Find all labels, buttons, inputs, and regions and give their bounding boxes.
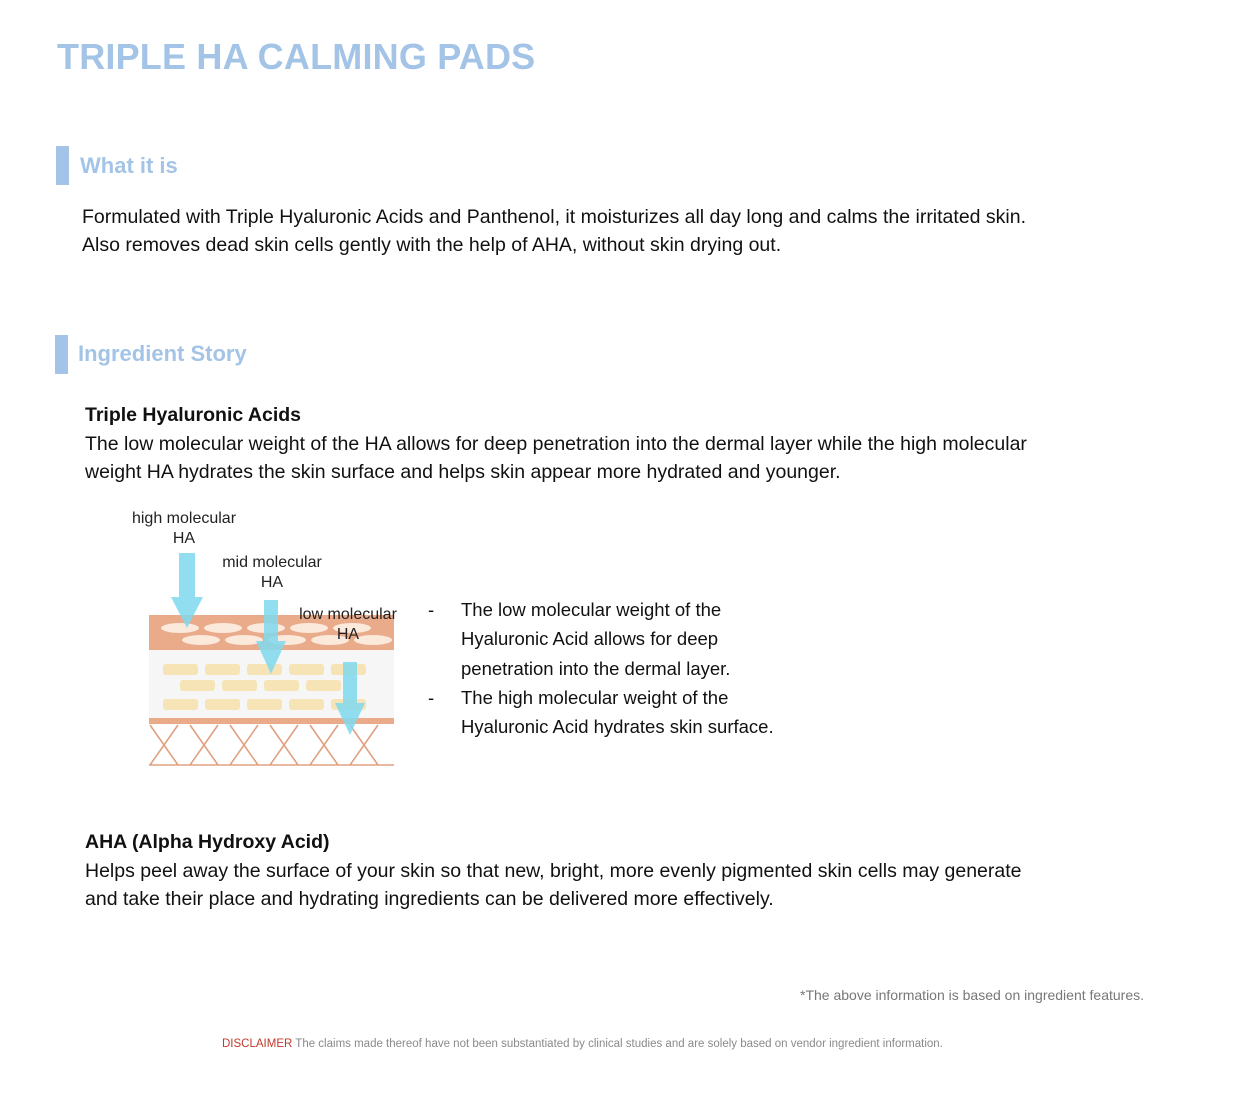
what-it-is-line: Formulated with Triple Hyaluronic Acids and Panthenol, it moisturizes all day long and calms the irritated skin.: [82, 206, 1027, 228]
bullet-dash: -: [428, 599, 435, 620]
aha-line: Helps peel away the surface of your skin so that new, bright, more evenly pigmented skin cells may generate: [85, 860, 1022, 882]
bullet-dash: -: [428, 686, 435, 708]
section-title-what-it-is: What it is: [80, 153, 178, 178]
diagram-bullets: [428, 595, 774, 741]
label-high-molecular: high molecular HA: [131, 510, 237, 547]
disclaimer-tag: DISCLAIMER: [222, 1038, 293, 1050]
section-marker-ingredient-story: [55, 335, 68, 374]
page-title: TRIPLE HA CALMING PADS: [57, 36, 536, 77]
triple-ha-heading: Triple Hyaluronic Acids: [85, 404, 302, 426]
footnote: *The above information is based on ingredient features.: [800, 987, 1144, 1003]
skin-layer-diagram: [120, 505, 410, 770]
disclaimer-text: The claims made thereof have not been substantiated by clinical studies and are solely based on vendor ingredient information.: [295, 1038, 943, 1050]
aha-text: [85, 857, 1022, 913]
what-it-is-text: [82, 203, 1026, 259]
triple-ha-text: [85, 430, 1027, 486]
triple-ha-line: weight HA hydrates the skin surface and helps skin appear more hydrated and younger.: [85, 461, 841, 483]
disclaimer: [222, 1038, 943, 1050]
label-low-molecular: low molecular HA: [299, 606, 397, 643]
diagram-bullet-item: - The low molecular weight of the Hyaluronic Acid allows for deep penetration into the dermal layer.: [428, 595, 774, 683]
connective-tissue: [149, 725, 394, 765]
aha-line: and take their place and hydrating ingredients can be delivered more effectively.: [85, 888, 774, 910]
what-it-is-line: Also removes dead skin cells gently with the help of AHA, without skin drying out.: [82, 234, 782, 256]
aha-heading: AHA (Alpha Hydroxy Acid): [85, 831, 330, 853]
section-title-ingredient-story: Ingredient Story: [78, 341, 247, 366]
section-marker-what-it-is: [56, 146, 69, 185]
triple-ha-line: The low molecular weight of the HA allows for deep penetration into the dermal layer while the high molecular: [85, 433, 1027, 455]
diagram-bullet-item: - The high molecular weight of the Hyaluronic Acid hydrates skin surface.: [428, 683, 774, 742]
label-mid-molecular: mid molecular HA: [222, 554, 322, 591]
